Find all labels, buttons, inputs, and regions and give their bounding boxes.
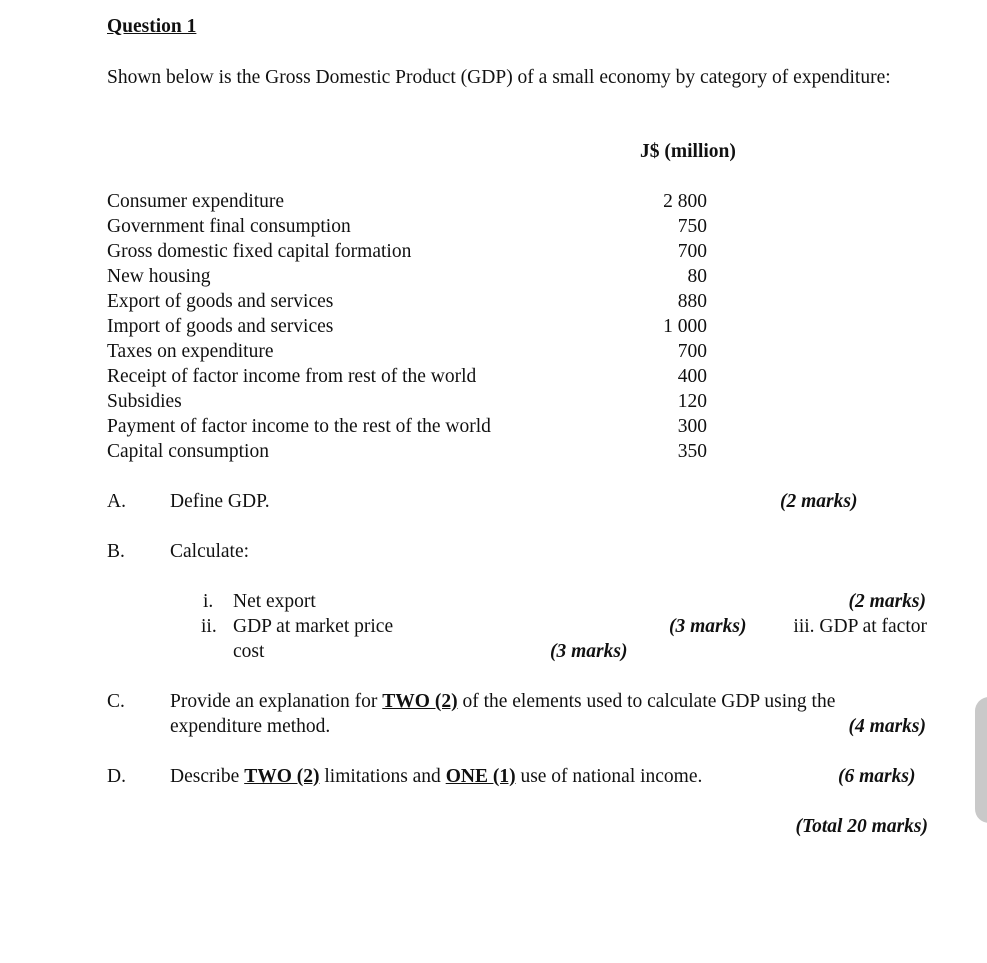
row-label: New housing xyxy=(107,266,211,287)
row-value: 350 xyxy=(677,441,707,462)
row-value: 880 xyxy=(677,291,707,312)
row-value: 750 xyxy=(677,216,707,237)
scrollbar-thumb[interactable] xyxy=(975,697,987,823)
question-c-line1: Provide an explanation for TWO (2) of the elements used to calculate GDP using the xyxy=(170,691,836,712)
subitem-iii-marks: (3 marks) xyxy=(550,641,628,662)
emphasis-two: TWO (2) xyxy=(244,766,320,787)
table-row xyxy=(107,289,807,314)
table-row xyxy=(107,439,807,464)
question-title: Question 1 xyxy=(107,16,197,37)
question-a-letter: A. xyxy=(107,491,126,512)
column-header: J$ (million) xyxy=(640,141,736,162)
row-value: 1 000 xyxy=(663,316,707,337)
emphasis-one: ONE (1) xyxy=(445,766,516,787)
question-d-text: Describe TWO (2) limitations and ONE (1) use of national income. xyxy=(170,766,703,787)
question-c-marks: (4 marks) xyxy=(848,716,926,737)
row-label: Taxes on expenditure xyxy=(107,341,274,362)
subitem-ii-marks: (3 marks) xyxy=(669,616,747,637)
subitem-i-number: i. xyxy=(203,591,214,612)
total-marks: (Total 20 marks) xyxy=(795,816,928,837)
row-value: 300 xyxy=(677,416,707,437)
subitem-i-text: Net export xyxy=(233,591,316,612)
row-label: Government final consumption xyxy=(107,216,351,237)
table-row xyxy=(107,364,807,389)
row-label: Payment of factor income to the rest of the world xyxy=(107,416,491,437)
subitem-iii-text: iii. GDP at factor xyxy=(793,616,927,637)
subitem-ii-text: GDP at market price xyxy=(233,616,394,637)
table-row xyxy=(107,214,807,239)
question-b-letter: B. xyxy=(107,541,125,562)
row-label: Receipt of factor income from rest of the world xyxy=(107,366,477,387)
table-row xyxy=(107,314,807,339)
question-d-letter: D. xyxy=(107,766,126,787)
question-b-text: Calculate: xyxy=(170,541,250,562)
row-label: Gross domestic fixed capital formation xyxy=(107,241,412,262)
row-value: 80 xyxy=(687,266,707,287)
emphasis-two: TWO (2) xyxy=(382,691,458,712)
row-label: Import of goods and services xyxy=(107,316,334,337)
question-c-letter: C. xyxy=(107,691,125,712)
intro-paragraph: Shown below is the Gross Domestic Product (GDP) of a small economy by category of expenditure: xyxy=(107,67,891,88)
row-value: 120 xyxy=(677,391,707,412)
row-label: Subsidies xyxy=(107,391,182,412)
table-row xyxy=(107,389,807,414)
table-row xyxy=(107,189,807,214)
table-row xyxy=(107,239,807,264)
subitem-ii-number: ii. xyxy=(201,616,217,637)
row-label: Capital consumption xyxy=(107,441,269,462)
row-value: 2 800 xyxy=(663,191,707,212)
subitem-iii-continuation: cost xyxy=(233,641,265,662)
subitem-i-marks: (2 marks) xyxy=(848,591,926,612)
row-value: 400 xyxy=(677,366,707,387)
table-row xyxy=(107,264,807,289)
question-a-marks: (2 marks) xyxy=(780,491,858,512)
question-c-line2: expenditure method. xyxy=(170,716,331,737)
question-d-marks: (6 marks) xyxy=(838,766,916,787)
row-label: Consumer expenditure xyxy=(107,191,285,212)
row-value: 700 xyxy=(677,241,707,262)
table-row xyxy=(107,339,807,364)
row-value: 700 xyxy=(677,341,707,362)
question-a-text: Define GDP. xyxy=(170,491,270,512)
gdp-table xyxy=(107,189,807,464)
table-row xyxy=(107,414,807,439)
row-label: Export of goods and services xyxy=(107,291,334,312)
